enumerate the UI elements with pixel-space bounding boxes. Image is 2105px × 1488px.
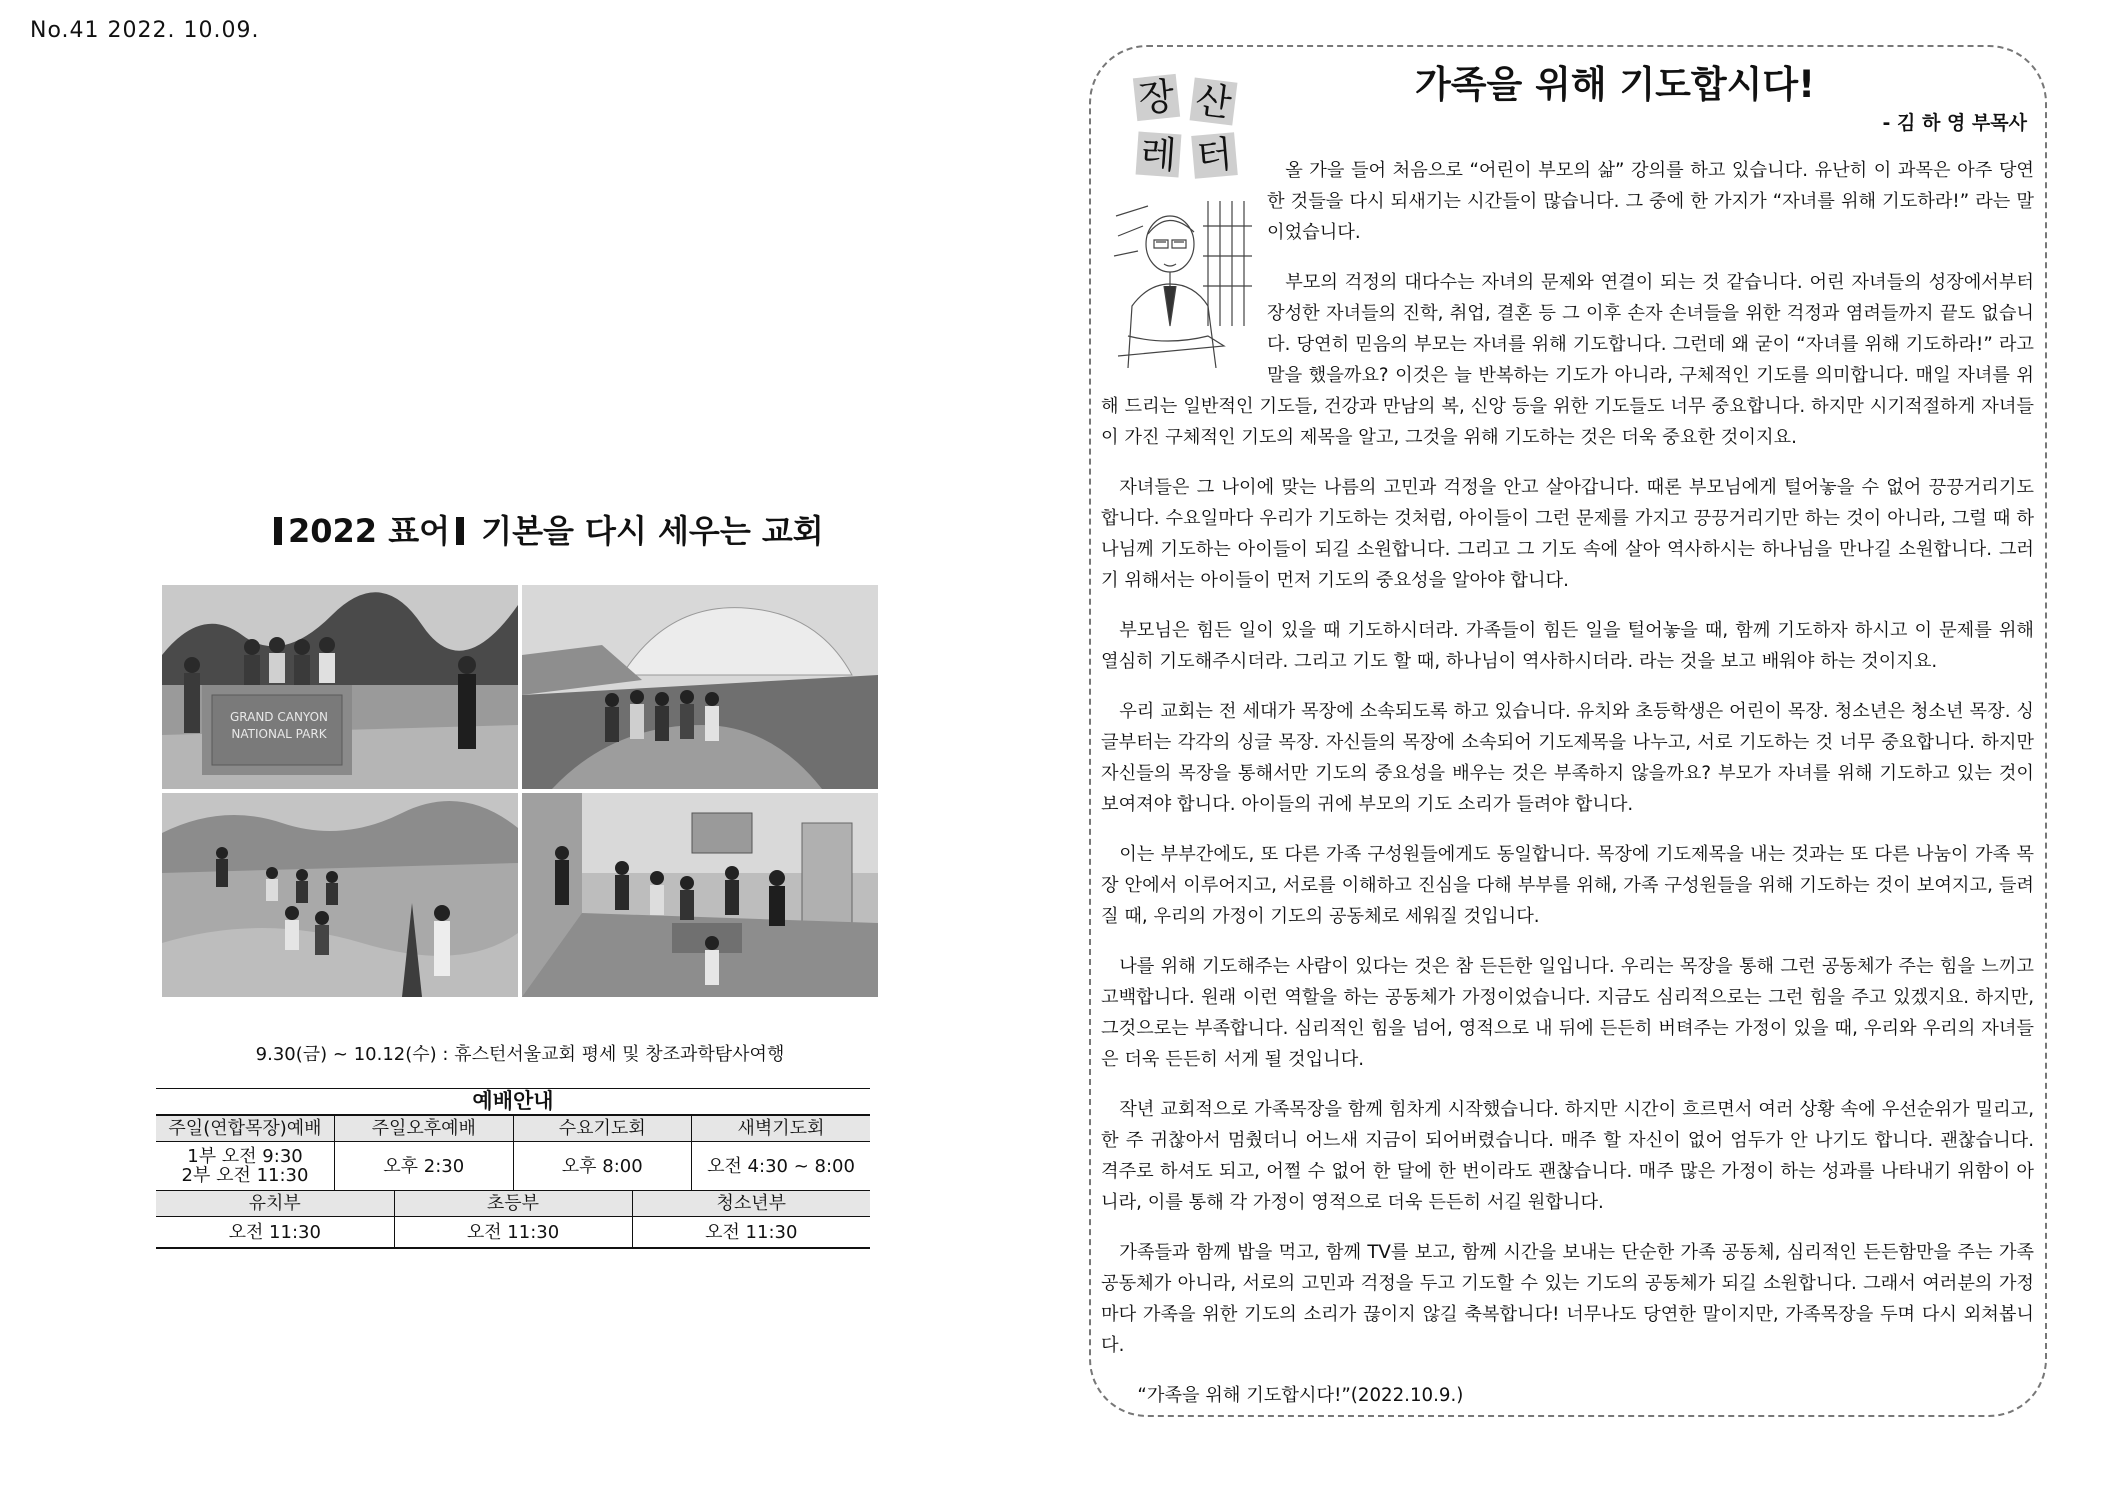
motto-bar-left	[274, 517, 282, 545]
letter-title: 가족을 위해 기도합시다!	[1414, 63, 1816, 106]
letter-paragraph: 자녀들은 그 나이에 맞는 나름의 고민과 걱정을 안고 살아갑니다. 때론 부모님에게 털어놓을 수 없어 끙끙거리기도 합니다. 수요일마다 우리가 기도하는 것처럼, 아이들이 그런 문제를 가지고 끙끙거리기만 하는 것이 아니라, 그럴 때 하나님께 기도하는 아이들이 되길 소원합니다. 그리고 그 기도 속에 살아 역사하시는 하나님을 만나길 소원합니다. 그러기 위해서는 아이들이 먼저 기도의 중요성을 알아야 합니다.	[1101, 477, 2034, 591]
motto-text: 기본을 다시 세우는 교회	[481, 512, 824, 550]
kindergarten-time: 오전 11:30	[156, 1217, 394, 1249]
wednesday-prayer-time: 오후 8:00	[513, 1142, 692, 1191]
sunday-service-times	[156, 1142, 335, 1191]
letter-author: - 김 하 영 부목사	[1882, 112, 2027, 134]
letter-paragraph: 우리 교회는 전 세대가 목장에 소속되도록 하고 있습니다. 유치와 초등학생은 어린이 목장. 청소년은 청소년 목장. 싱글부터는 각각의 싱글 목장. 자신들의 목장에 소속되어 기도제목을 나누고, 서로 기도하는 것 너무 중요합니다. 하지만 자신들의 목장을 통해서만 기도의 중요성을 배우는 것은 부족하지 않을까요? 부모가 자녀를 위해 기도하고 있는 것이 보여져야 합니다. 아이들의 귀에 부모의 기도 소리가 들려야 합니다.	[1101, 701, 2034, 815]
sunday-second-service: 2부 오전 11:30	[181, 1165, 309, 1186]
worship-schedule	[156, 1088, 870, 1249]
header-wednesday-prayer: 수요기도회	[513, 1115, 692, 1142]
column-badge-2: 산	[1190, 78, 1238, 126]
column-badge-1: 장	[1133, 74, 1180, 121]
issue-number: No.41 2022. 10.09.	[30, 18, 260, 43]
elementary-time: 오전 11:30	[394, 1217, 632, 1249]
worship-title: 예배안내	[156, 1089, 870, 1116]
motto-year-label: 2022 표어	[288, 512, 451, 550]
sign-line-1: GRAND CANYON	[229, 710, 329, 724]
trip-photo-grid	[162, 585, 878, 997]
sign-line-2: NATIONAL PARK	[231, 727, 327, 741]
column-badge-4: 터	[1191, 132, 1238, 179]
letter-paragraph: 부모의 걱정의 대다수는 자녀의 문제와 연결이 되는 것 같습니다. 어린 자녀들의 성장에서부터 장성한 자녀들의 진학, 취업, 결혼 등 그 이후 손자 손녀들을 위한 걱정과 염려들까지 끝도 없습니다. 당연히 믿음의 부모는 자녀를 위해 기도합니다. 그런데 왜 굳이 “자녀를 위해 기도하라!” 라고 말을 했을까요? 이것은 늘 반복하는 기도가 아니라, 구체적인 기도를 의미합니다. 매일 자녀를 위해 드리는 일반적인 기도들, 건강과 만남의 복, 신앙 등을 위한 기도들도 너무 중요합니다. 하지만 시기적절하게 자녀들이 가진 구체적인 기도의 제목을 알고, 그것을 위해 기도하는 것은 더욱 중요한 것이지요.	[1101, 272, 2034, 448]
worship-table	[156, 1088, 870, 1249]
letter-paragraph: 부모님은 힘든 일이 있을 때 기도하시더라. 가족들이 힘든 일을 털어놓을 때, 함께 기도하자 하시고 이 문제를 위해 열심히 기도해주시더라. 그리고 기도 할 때, 하나님이 역사하시더라. 라는 것을 보고 배워야 하는 것이지요.	[1101, 620, 2034, 672]
letter-closing: “가족을 위해 기도합시다!”(2022.10.9.)	[1137, 1385, 1464, 1406]
letter-paragraph: 나를 위해 기도해주는 사람이 있다는 것은 참 든든한 일입니다. 우리는 목장을 통해 그런 공동체가 주는 힘을 느끼고 고백합니다. 원래 이런 역할을 하는 공동체가 가정이었습니다. 지금도 심리적으로는 그런 힘을 주고 있겠지요. 하지만, 그것으로는 부족합니다. 심리적인 힘을 넘어, 영적으로 내 뒤에 든든히 버텨주는 가정이 있을 때, 우리와 우리의 자녀들은 더욱 든든히 서게 될 것입니다.	[1101, 956, 2034, 1070]
motto-heading	[268, 506, 824, 552]
letter-paragraph: 올 가을 들어 처음으로 “어린이 부모의 삶” 강의를 하고 있습니다. 유난히 이 과목은 아주 당연한 것들을 다시 되새기는 시간들이 많습니다. 그 중에 한 가지가 “자녀를 위해 기도하라!” 라는 말이었습니다.	[1267, 160, 2034, 243]
header-sunday-afternoon: 주일오후예배	[335, 1115, 514, 1142]
header-kindergarten: 유치부	[156, 1191, 394, 1217]
photo-grand-canyon-group	[162, 585, 518, 789]
header-youth: 청소년부	[632, 1191, 870, 1217]
letter-paragraph: 가족들과 함께 밥을 먹고, 함께 TV를 보고, 함께 시간을 보내는 단순한 가족 공동체, 심리적인 든든함만을 주는 가족 공동체가 아니라, 서로의 고민과 걱정을 두고 기도할 수 있는 기도의 공동체가 되길 소원합니다. 그래서 여러분의 가정마다 가족을 위한 기도의 소리가 끊이지 않길 축복합니다! 너무나도 당연한 말이지만, 가족목장을 두며 다시 외쳐봅니다.	[1101, 1242, 2034, 1356]
letter-paragraph: 작년 교회적으로 가족목장을 함께 힘차게 시작했습니다. 하지만 시간이 흐르면서 여러 상황 속에 우선순위가 밀리고, 한 주 귀찮아서 멈췄더니 어느새 지금이 되어버렸습니다. 매주 할 자신이 없어 엄두가 안 나기도 합니다. 괜찮습니다. 격주로 하셔도 되고, 어쩔 수 없어 한 달에 한 번이라도 괜찮습니다. 매주 많은 가정이 하는 성과를 나타내기 위함이 아니라, 이를 통해 각 가정이 영적으로 더욱 든든히 서길 원합니다.	[1101, 1099, 2034, 1213]
header-elementary: 초등부	[394, 1191, 632, 1217]
photo-caption: 9.30(금) ~ 10.12(수) : 휴스턴서울교회 평세 및 창조과학탐사여행	[255, 1044, 785, 1065]
pastor-portrait-sketch	[1108, 196, 1252, 368]
header-sunday-service: 주일(연합목장)예배	[156, 1115, 335, 1142]
header-dawn-prayer: 새벽기도회	[692, 1115, 871, 1142]
dawn-prayer-time: 오전 4:30 ~ 8:00	[692, 1142, 871, 1191]
photo-rock-group	[162, 793, 518, 997]
motto-bar-right	[456, 517, 464, 545]
letter-paragraph: 이는 부부간에도, 또 다른 가족 구성원들에게도 동일합니다. 목장에 기도제목을 내는 것과는 또 다른 나눔이 가족 목장 안에서 이루어지고, 서로를 이해하고 진심을 다해 부부를 위해, 가족 구성원들을 위해 기도하는 것이 보여지고, 들려질 때, 우리의 가정이 기도의 공동체로 세워질 것입니다.	[1101, 844, 2034, 927]
photo-mountain-group	[522, 585, 878, 789]
youth-time: 오전 11:30	[632, 1217, 870, 1249]
sunday-afternoon-time: 오후 2:30	[335, 1142, 514, 1191]
column-badge-3: 레	[1136, 132, 1182, 178]
sunday-first-service: 1부 오전 9:30	[187, 1146, 303, 1167]
photo-hotel-room-group	[522, 793, 878, 997]
